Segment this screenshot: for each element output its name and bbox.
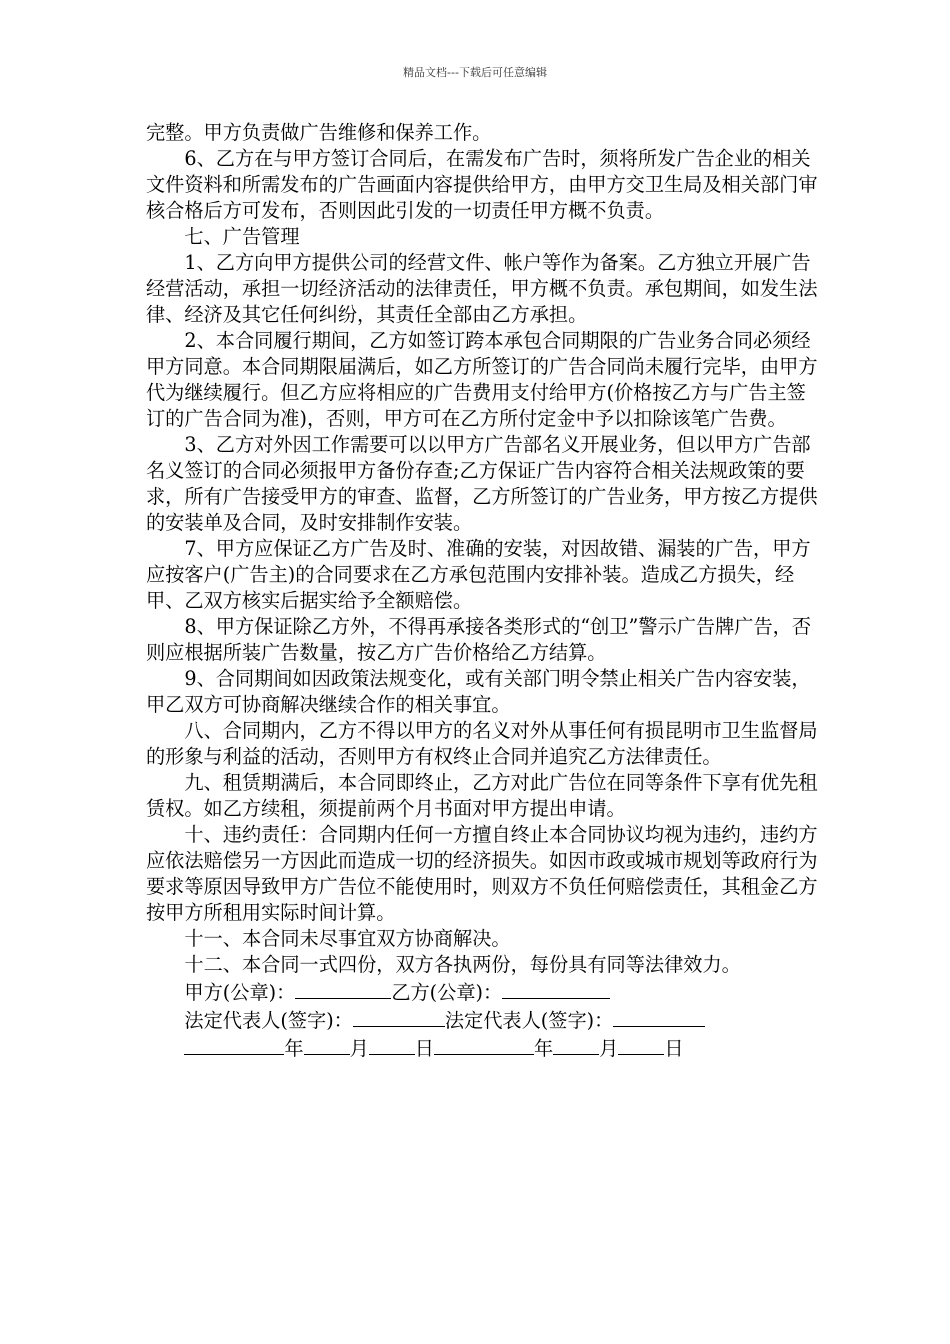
paragraph: 1、乙方向甲方提供公司的经营文件、帐户等作为备案。乙方独立开展广告经营活动，承担一切经济活动的法律责任，甲方概不负责。承包期间，如发生法律、经济及其它任何纠纷，其责任全部由乙方承担。 [146, 251, 818, 326]
paragraph: 8、甲方保证除乙方外，不得再承接各类形式的“创卫”警示广告牌广告，否则应根据所装广告数量，按乙方广告价格给乙方结算。 [146, 615, 812, 664]
party-b-seal-label: 乙方(公章)： [391, 981, 503, 1004]
date-b-month-label: 月 [599, 1037, 619, 1060]
rep-b-label: 法定代表人(签字)： [444, 1009, 614, 1032]
rep-b-blank [613, 1006, 705, 1027]
date-a-month-label: 月 [349, 1037, 369, 1060]
header-note: 精品文档---下载后可任意编辑 [403, 66, 547, 79]
section-heading: 七、广告管理 [184, 225, 300, 248]
signature-seal-line [146, 978, 822, 1006]
date-b-year-label: 年 [533, 1037, 554, 1060]
paragraph: 九、租赁期满后，本合同即终止，乙方对此广告位在同等条件下享有优先租赁权。如乙方续租，须提前两个月书面对甲方提出申请。 [146, 771, 818, 820]
date-a-year-label: 年 [284, 1037, 304, 1060]
paragraph: 2、本合同履行期间，乙方如签订跨本承包合同期限的广告业务合同必须经甲方同意。本合同期限届满后，如乙方所签订的广告合同尚未履行完毕，由甲方代为继续履行。但乙方应将相应的广告费用支付给甲方(价格按乙方与广告主签订的广告合同为准)，否则，甲方可在乙方所付定金中予以扣除该笔广告费。 [146, 329, 818, 430]
party-a-seal-blank [295, 978, 391, 999]
date-a-month-blank [304, 1034, 350, 1055]
paragraph: 十、违约责任：合同期内任何一方擅自终止本合同协议均视为违约，违约方应依法赔偿另一方因此而造成一切的经济损失。如因市政或城市规划等政府行为要求等原因导致甲方广告位不能使用时，则双方不负任何赔偿责任，其租金乙方按甲方所租用实际时间计算。 [146, 823, 818, 924]
party-b-seal-blank [502, 978, 610, 999]
paragraph: 7、甲方应保证乙方广告及时、准确的安装，对因故错、漏装的广告，甲方应按客户(广告主)的合同要求在乙方承包范围内安排补装。造成乙方损失，经甲、乙双方核实后据实给予全额赔偿。 [146, 537, 811, 612]
paragraph: 9、合同期间如因政策法规变化，或有关部门明令禁止相关广告内容安装，甲乙双方可协商解决继续合作的相关事宜。 [146, 667, 811, 716]
date-a-day-blank [369, 1034, 415, 1055]
signature-date-line [146, 1034, 822, 1062]
rep-a-label: 法定代表人(签字)： [184, 1009, 353, 1032]
rep-a-blank [353, 1006, 445, 1027]
paragraph: 十一、本合同未尽事宜双方协商解决。 [184, 927, 511, 950]
paragraph: 十二、本合同一式四份，双方各执两份，每份具有同等法律效力。 [184, 953, 741, 976]
party-a-seal-label: 甲方(公章)： [184, 981, 296, 1004]
paragraph: 6、乙方在与甲方签订合同后，在需发布广告时，须将所发广告企业的相关文件资料和所需发布的广告画面内容提供给甲方，由甲方交卫生局及相关部门审核合格后方可发布，否则因此引发的一切责任甲方概不负责。 [146, 147, 818, 222]
date-a-day-label: 日 [414, 1037, 434, 1060]
date-a-year-blank [184, 1034, 284, 1055]
date-b-day-label: 日 [664, 1037, 684, 1060]
date-b-year-blank [434, 1034, 534, 1055]
paragraph: 3、乙方对外因工作需要可以以甲方广告部名义开展业务，但以甲方广告部名义签订的合同必须报甲方备份存查;乙方保证广告内容符合相关法规政策的要求，所有广告接受甲方的审查、监督，乙方所签订的广告业务，甲方按乙方提供的安装单及合同，及时安排制作安装。 [146, 433, 818, 534]
paragraph: 八、合同期内，乙方不得以甲方的名义对外从事任何有损昆明市卫生监督局的形象与利益的活动，否则甲方有权终止合同并追究乙方法律责任。 [146, 719, 818, 768]
paragraph: 完整。甲方负责做广告维修和保养工作。 [146, 121, 492, 144]
date-b-month-blank [553, 1034, 599, 1055]
date-b-day-blank [618, 1034, 664, 1055]
signature-rep-line [146, 1006, 822, 1034]
contract-body [146, 120, 822, 1062]
